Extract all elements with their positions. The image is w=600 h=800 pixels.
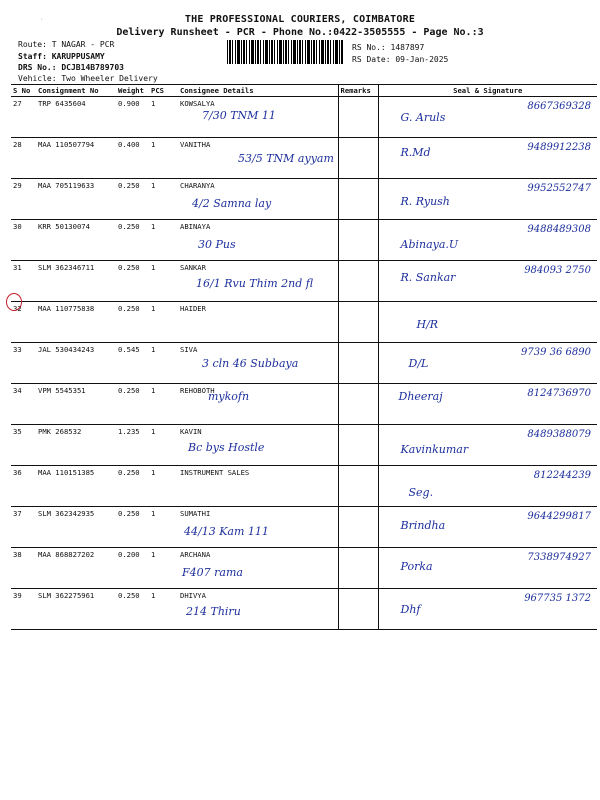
consignee-name: CHARANYA [180, 181, 215, 190]
cell-remarks [338, 302, 378, 343]
cell-pcs: 1 [149, 179, 178, 220]
consignee-name: HAIDER [180, 304, 206, 313]
cell-sno: 32 [11, 302, 36, 343]
delivery-table [11, 84, 597, 630]
handwritten-signature: Porka [400, 560, 433, 573]
consignee-name: SIVA [180, 345, 198, 354]
col-consignee-header: Consignee Details [178, 85, 338, 97]
handwritten-signature: R.Md [400, 146, 431, 159]
cell-consignee [178, 343, 338, 384]
handwritten-phone: 9952552747 [527, 183, 591, 194]
cell-pcs: 1 [149, 466, 178, 507]
consignee-name: KAVIN [180, 427, 202, 436]
cell-consignment-no: SLM 362275961 [36, 589, 116, 630]
cell-pcs: 1 [149, 302, 178, 343]
table-row [11, 138, 597, 179]
cell-sno: 36 [11, 466, 36, 507]
handwritten-address: 7/30 TNM 11 [202, 109, 276, 122]
consignee-name: DHIVYA [180, 591, 206, 600]
handwritten-signature: Kavinkumar [400, 443, 469, 456]
handwritten-phone: 967735 1372 [524, 593, 591, 604]
consignee-name: SANKAR [180, 263, 206, 272]
cell-signature [378, 261, 597, 302]
table-row [11, 466, 597, 507]
speck-dot: · [40, 16, 44, 23]
cell-remarks [338, 548, 378, 589]
cell-weight: 0.400 [116, 138, 149, 179]
table-row [11, 589, 597, 630]
handwritten-phone: 8124736970 [527, 388, 591, 399]
cell-consignee [178, 548, 338, 589]
table-row [11, 220, 597, 261]
rs-no-label: RS No.: [352, 43, 386, 52]
cell-sno: 27 [11, 97, 36, 138]
cell-remarks [338, 261, 378, 302]
handwritten-phone: 9644299817 [527, 511, 591, 522]
rs-no-line [352, 43, 424, 52]
table-row [11, 179, 597, 220]
drs-value: DCJB14B789703 [61, 63, 124, 72]
consignee-name: ABINAYA [180, 222, 211, 231]
col-sno-header: S No [11, 85, 36, 97]
cell-weight: 0.250 [116, 466, 149, 507]
consignee-name: VANITHA [180, 140, 211, 149]
rs-date-value: 09-Jan-2025 [395, 55, 449, 64]
cell-signature [378, 384, 597, 425]
cell-weight: 0.250 [116, 384, 149, 425]
table-row [11, 261, 597, 302]
cell-signature [378, 302, 597, 343]
cell-weight: 0.250 [116, 220, 149, 261]
consignee-name: REHOBOTH [180, 386, 215, 395]
cell-sno: 33 [11, 343, 36, 384]
cell-weight: 0.250 [116, 302, 149, 343]
cell-sno: 35 [11, 425, 36, 466]
cell-pcs: 1 [149, 425, 178, 466]
handwritten-phone: 9489912238 [527, 142, 591, 153]
cell-pcs: 1 [149, 589, 178, 630]
cell-remarks [338, 589, 378, 630]
cell-signature [378, 425, 597, 466]
barcode-image [227, 40, 343, 64]
cell-consignee [178, 302, 338, 343]
cell-weight: 0.900 [116, 97, 149, 138]
cell-weight: 0.200 [116, 548, 149, 589]
col-weight-header: Weight [116, 85, 149, 97]
table-row [11, 97, 597, 138]
vehicle-value: Two Wheeler Delivery [61, 74, 158, 83]
cell-pcs: 1 [149, 138, 178, 179]
col-pcs-header: PCS [149, 85, 178, 97]
handwritten-address: 30 Pus [198, 238, 236, 251]
cell-pcs: 1 [149, 548, 178, 589]
cell-weight: 0.250 [116, 507, 149, 548]
table-row [11, 343, 597, 384]
cell-consignee [178, 384, 338, 425]
cell-remarks [338, 97, 378, 138]
cell-consignee [178, 507, 338, 548]
cell-weight: 0.250 [116, 179, 149, 220]
cell-remarks [338, 179, 378, 220]
drs-label: DRS No.: [18, 63, 57, 72]
cell-weight: 0.250 [116, 261, 149, 302]
cell-sno: 34 [11, 384, 36, 425]
cell-weight: 0.545 [116, 343, 149, 384]
col-consignment-header: Consignment No [36, 85, 116, 97]
red-circle-mark [6, 293, 22, 311]
cell-weight: 0.250 [116, 589, 149, 630]
cell-consignee [178, 179, 338, 220]
cell-remarks [338, 220, 378, 261]
cell-pcs: 1 [149, 97, 178, 138]
cell-weight: 1.235 [116, 425, 149, 466]
handwritten-address: Bc bys Hostle [188, 441, 265, 454]
col-signature-header: Seal & Signature [378, 85, 597, 97]
handwritten-signature: Brindha [400, 519, 446, 532]
cell-consignee [178, 220, 338, 261]
cell-signature [378, 97, 597, 138]
route-line [18, 40, 114, 49]
cell-sno: 30 [11, 220, 36, 261]
staff-label: Staff: [18, 52, 47, 61]
cell-signature [378, 507, 597, 548]
handwritten-signature: H/R [416, 318, 439, 331]
cell-signature [378, 220, 597, 261]
col-remarks-header: Remarks [338, 85, 378, 97]
cell-consignee [178, 425, 338, 466]
cell-sno: 29 [11, 179, 36, 220]
cell-sno: 31 [11, 261, 36, 302]
staff-line [18, 52, 105, 61]
consignee-name: INSTRUMENT SALES [180, 468, 250, 477]
staff-value: KARUPPUSAMY [51, 52, 105, 61]
handwritten-phone: 9488489308 [527, 224, 591, 235]
cell-signature [378, 548, 597, 589]
cell-signature [378, 138, 597, 179]
cell-pcs: 1 [149, 343, 178, 384]
vehicle-label: Vehicle: [18, 74, 57, 83]
handwritten-phone: 984093 2750 [524, 265, 591, 276]
handwritten-address: 3 cln 46 Subbaya [202, 357, 299, 370]
handwritten-signature: Dheeraj [398, 390, 443, 403]
cell-signature [378, 466, 597, 507]
handwritten-phone: 9739 36 6890 [521, 347, 591, 358]
handwritten-phone: 7338974927 [527, 552, 591, 563]
table-row [11, 548, 597, 589]
cell-consignment-no: MAA 110507794 [36, 138, 116, 179]
cell-consignment-no: PMK 268532 [36, 425, 116, 466]
cell-consignee [178, 138, 338, 179]
table-row [11, 384, 597, 425]
cell-remarks [338, 384, 378, 425]
handwritten-address: 44/13 Kam 111 [184, 525, 269, 538]
vehicle-line [18, 74, 158, 83]
consignee-name: KOWSALYA [180, 99, 215, 108]
cell-remarks [338, 425, 378, 466]
cell-pcs: 1 [149, 261, 178, 302]
handwritten-signature: D/L [408, 357, 429, 370]
cell-consignment-no: MAA 110151385 [36, 466, 116, 507]
cell-consignment-no: SLM 362346711 [36, 261, 116, 302]
cell-pcs: 1 [149, 220, 178, 261]
table-row [11, 425, 597, 466]
handwritten-signature: Seg. [408, 486, 434, 499]
handwritten-address: F407 rama [182, 566, 243, 579]
rs-no-value: 1487897 [390, 43, 425, 52]
cell-signature [378, 589, 597, 630]
cell-consignment-no: SLM 362342935 [36, 507, 116, 548]
table-header-row [11, 85, 597, 97]
consignee-name: ARCHANA [180, 550, 211, 559]
cell-signature [378, 179, 597, 220]
cell-sno: 37 [11, 507, 36, 548]
handwritten-signature: R. Ryush [400, 195, 450, 208]
runsheet-subtitle: Delivery Runsheet - PCR - Phone No.:0422-3505555 - Page No.:3 [116, 27, 484, 38]
handwritten-phone: 8667369328 [527, 101, 591, 112]
handwritten-signature: R. Sankar [400, 271, 456, 284]
rs-date-line [352, 55, 448, 64]
cell-consignee [178, 97, 338, 138]
table-row [11, 507, 597, 548]
cell-consignment-no: MAA 705119633 [36, 179, 116, 220]
cell-consignment-no: VPM 5545351 [36, 384, 116, 425]
rs-date-label: RS Date: [352, 55, 391, 64]
cell-signature [378, 343, 597, 384]
handwritten-signature: G. Aruls [400, 111, 446, 124]
handwritten-address: 4/2 Samna lay [192, 197, 272, 210]
cell-sno: 39 [11, 589, 36, 630]
cell-consignment-no: KRR 50130074 [36, 220, 116, 261]
route-label: Route: [18, 40, 47, 49]
route-value: T NAGAR - PCR [51, 40, 115, 49]
cell-pcs: 1 [149, 384, 178, 425]
company-title: THE PROFESSIONAL COURIERS, COIMBATORE [184, 14, 416, 25]
table-row [11, 302, 597, 343]
cell-remarks [338, 138, 378, 179]
handwritten-signature: Abinaya.U [400, 238, 459, 251]
cell-sno: 28 [11, 138, 36, 179]
handwritten-address: 16/1 Rvu Thim 2nd fl [196, 277, 314, 290]
handwritten-phone: 8489388079 [527, 429, 591, 440]
cell-consignee [178, 589, 338, 630]
handwritten-signature: Dhf [400, 603, 421, 616]
cell-consignment-no: MAA 868827202 [36, 548, 116, 589]
cell-consignment-no: TRP 6435604 [36, 97, 116, 138]
cell-remarks [338, 466, 378, 507]
cell-consignment-no: MAA 110775838 [36, 302, 116, 343]
drs-line [18, 63, 124, 72]
cell-remarks [338, 507, 378, 548]
handwritten-phone: 812244239 [533, 470, 591, 481]
cell-consignee [178, 261, 338, 302]
consignee-name: SUMATHI [180, 509, 211, 518]
cell-remarks [338, 343, 378, 384]
cell-consignee [178, 466, 338, 507]
handwritten-address: 53/5 TNM ayyam [238, 152, 334, 165]
cell-sno: 38 [11, 548, 36, 589]
cell-pcs: 1 [149, 507, 178, 548]
handwritten-address: mykofn [208, 390, 250, 403]
cell-consignment-no: JAL 530434243 [36, 343, 116, 384]
handwritten-address: 214 Thiru [186, 605, 241, 618]
